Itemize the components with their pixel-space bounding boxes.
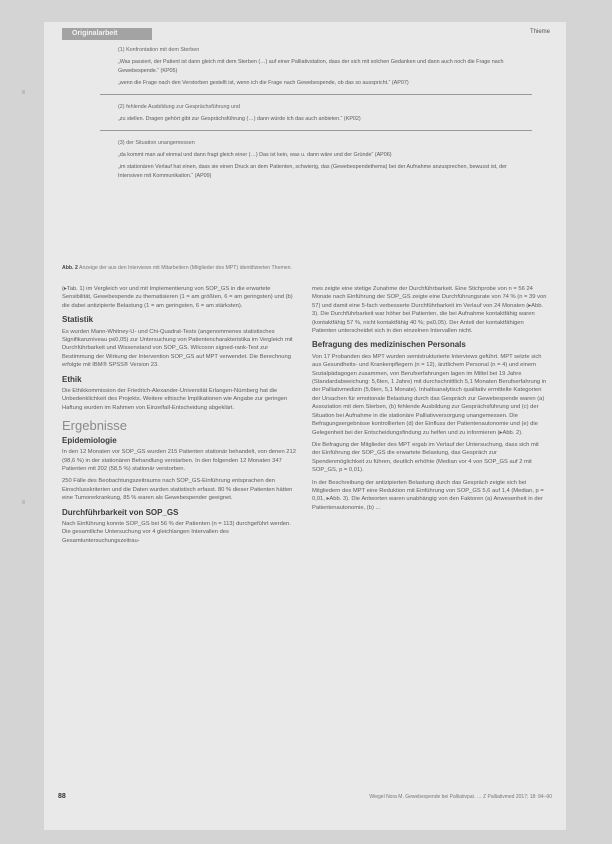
footer-citation: Wiegel Nora M. Gewebespende bei Palliativpat. … Z Palliativmed 2017; 18: 84–90 — [369, 794, 552, 800]
quote-heading: (1) Konfrontation mit dem Sterben — [118, 47, 200, 53]
subsection-heading: Ethik — [62, 374, 82, 384]
quote-text: „im stationären Verlauf hat einen, dass sie einen Druck an dem Patienten, schwierig, das (Gewebespendethema) bei der Aufnahme anzusprechen, bewusst ist, der Intensiven mit Kommunikation.“ (AP09) — [118, 164, 507, 179]
body-paragraph: mes zeigte eine stetige Zunahme der Durchführbarkeit. Eine Stichprobe von n = 56 24 Monate nach Einführung der SOP_GS zeigte eine Durchführungsrate von 74 % (n = 39 von 57) und damit eine 5-fach verbesserte Durchführbarkeit im Verlauf von 24 Monaten (▸Abb. 3). Die Durchführbarkeit war höher bei Patienten, die bei Aufnahme kontaktfähig waren (kontaktfähig 57 %, nicht kontaktfähig 40 %; p≤0,05). Der Anteil der kontaktfähigen Patienten unterscheidet sich in den einzelnen Intervallen nicht. — [312, 286, 547, 335]
interview-quotes-figure — [100, 46, 532, 256]
quote-divider — [100, 130, 532, 131]
quote-text: „Was passiert, der Patient ist dann gleich mit dem Sterben (…) auf einer Palliativstation, dass der sich mit solchen Gedanken und dann auch noch die Frage nach Gewebespende.“ (KP05) — [118, 59, 504, 74]
quote-section — [100, 103, 532, 124]
quote-section — [100, 46, 532, 88]
body-paragraph: Nach Einführung konnte SOP_GS bei 56 % der Patienten (n = 113) durchgeführt werden. Die gesamtliche Untersuchung vor 4 gleichlangen Intervallen des Gesamtuntersuchungszeitrau- — [62, 520, 291, 544]
subsection-heading: Durchführbarkeit von SOP_GS — [62, 507, 179, 517]
right-column — [312, 285, 548, 516]
subsection-heading: Befragung des medizinischen Personals — [312, 340, 466, 350]
body-paragraph: Die Ethikkommission der Friedrich-Alexander-Universität Erlangen-Nürnberg hat die Unbedenklichkeit des Projekts. Weitere ethische Implikationen wie Angabe zur geringen Haftung wurden im Rahmen von Einzelfall-Entscheidung abgeklärt. — [62, 388, 288, 411]
figure-caption — [62, 264, 542, 272]
body-paragraph: 250 Fälle des Beobachtungszeitraums nach SOP_GS-Einführung entsprachen den Einschlusskriterien und die Daten wurden statistisch erfasst. 80 % dieser Patienten hätten eine Tumorerkrankung, 85 % waren als Gewebespender geeignet. — [62, 478, 293, 502]
body-paragraph: In der Beschreibung der antizipierten Belastung durch das Gespräch zeigte sich bei Mitgliedern des MPT eine Reduktion mit Einführung von SOP_GS 5,6 auf 1,4 (Median, p = 0,01, ▸Abb. 3). Die Antworten waren unabhängig von den Faktoren (a) Anwesenheit in der Patientenautonomie, (b) ... — [312, 479, 544, 511]
section-heading: Ergebnisse — [62, 418, 128, 434]
journal-logo: Thieme — [529, 29, 550, 35]
body-paragraph: (▸Tab. 1) im Vergleich vor und mit Implementierung von SOP_GS in die erwartete Sensibilität, Gewebespende zu thematisieren (1 = am größten, 6 = am geringsten) und (b) die dabei antizipierte Belastung (1 = am geringsten, 6 = am stärksten). — [62, 286, 293, 309]
quote-text: „zu stellen. Dragen gehört gibt zur Gesprächsführung (…) dann würde ich das auch anbieten.“ (KP02) — [118, 116, 361, 122]
caption-label: Abb. 2 — [62, 265, 78, 271]
subsection-heading: Statistik — [62, 315, 94, 325]
section-header: Originalarbeit — [62, 28, 152, 40]
quote-heading: (2) fehlende Ausbildung zur Gesprächsführung und — [118, 104, 240, 110]
body-paragraph: Es wurden Mann-Whitney-U- und Chi-Quadrat-Tests (angenommenes statistisches Signifikanzniveau p≤0,05) zur Untersuchung von Patientencharakteristika im Vergleich mit Durchführbarkeit und Wissenstand von SOP_GS. Wilcoxon signed-rank-Test zur Bestimmung der Wirkung der Intervention SOP_GS auf MPT verwendet. Die Berechnung erfolgte mit IBM® SPSS® Version 23. — [62, 328, 293, 369]
page-number: 88 — [58, 793, 66, 800]
body-paragraph: Die Befragung der Mitglieder des MPT ergab im Verlauf der Untersuchung, dass sich mit der Einführung der SOP_GS die erwartete Belastung, das Gespräch zur Spendenmöglichkeit zu führen, deutlich erhöhte (Median vor 4 von SOP_GS auf 2 mit SOP_GS, p = 0,01). — [312, 441, 539, 474]
scan-edge-mark — [22, 90, 25, 94]
quote-divider — [100, 94, 532, 95]
scan-edge-mark — [22, 500, 25, 504]
body-paragraph: In den 12 Monaten vor SOP_GS wurden 215 Patienten stationär behandelt, von denen 212 (98,6 %) in der stationären Behandlung verstarben. In den folgenden 12 Monaten 347 Patienten mit 202 (58,5 %) stationär verstorben. — [62, 449, 296, 472]
quote-heading: (3) der Situation unangemessen — [118, 140, 195, 146]
quote-text: „da kommt man auf einmal und dann fragt gleich einer (…) Das ist kein, was u. dann wäre und der Gründe“ (AP06) — [118, 152, 392, 158]
left-column — [62, 285, 298, 549]
quote-text: „wenn die Frage nach den Verstorben gestellt ist, wenn ich die Frage nach Gewebespende, ob das so ausspricht.“ (AP07) — [118, 80, 409, 86]
caption-text: Anzeige der aus den Interviews mit Mitarbeitern (Mitglieder des MPT) identifizierten Themen. — [79, 265, 292, 271]
quote-section — [100, 139, 532, 181]
body-paragraph: Von 17 Probanden des MPT wurden semistrukturierte Interviews geführt. MPT setzte sich aus Gesundheits- und Krankenpflegern (n = 12), ärztlichem Personal (n = 4) und einem Sozialpädagogen zusammen, von Berufserfahrungen lagen im Mittel bei 19 Jahre (Standardabweichung: 5,6ten, 1 Jahre) mit durchschnittlich 5,1 Monaten Berufserfahrung in der Palliativmedizin (5,6ten, 5,1 Monate). Inhaltsanalytisch qualitativ ermittelte Kategorien der Ursachen für emotionale Belastung durch das Gespräch zur Gewebespende waren (a) Assoziation mit dem Sterben, (b) fehlende Ausbildung zur Gesprächsführung und (c) der Situation bei Aufnahme in die stationäre Palliativversorgung unangemessen. Die Befragungsergebnisse kontrollierten (d) der Einfluss der Patientenautonomie und (e) die Gelegenheit bei der Entscheidungsfindung zu helfen und zu informieren (▸Abb. 2). — [312, 353, 547, 436]
subsection-heading: Epidemiologie — [62, 435, 117, 445]
